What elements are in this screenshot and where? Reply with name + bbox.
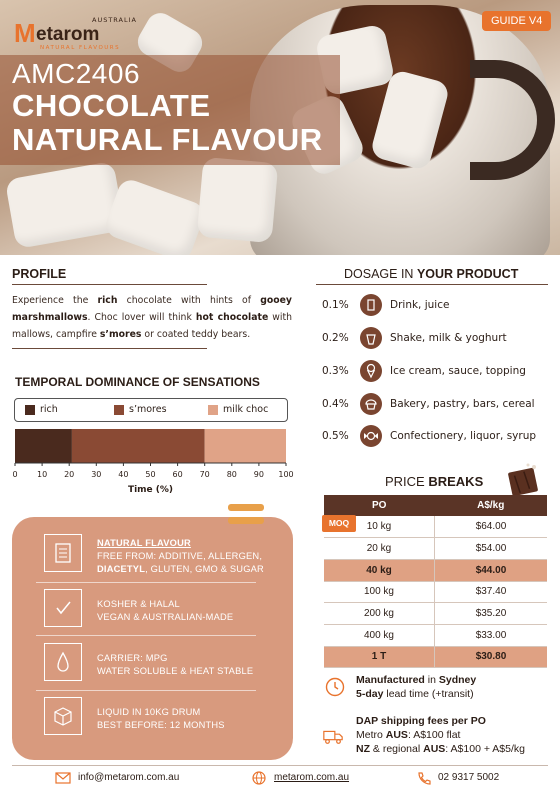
ice-cream-icon (360, 360, 382, 382)
droplet-icon (44, 643, 82, 681)
shipping-metro: Metro AUS: A$100 flat (356, 729, 461, 741)
price-cell: $44.00 (434, 559, 547, 581)
marshmallow (102, 176, 207, 255)
chocolate-bar-icon (504, 462, 542, 498)
dosage-row (318, 294, 550, 318)
x-tick-label: 30 (91, 470, 102, 479)
feature-packaging-line2: BEST BEFORE: 12 MONTHS (97, 720, 225, 730)
feature-kosher-line2: VEGAN & AUSTRALIAN-MADE (97, 612, 234, 622)
logo-country: AUSTRALIA (92, 16, 137, 24)
dosage-row (318, 393, 550, 417)
logo-m: M (14, 18, 36, 48)
feature-natural-title: NATURAL FLAVOUR (97, 538, 191, 548)
x-tick-label: 80 (226, 470, 237, 479)
profile-heading: PROFILE (12, 267, 67, 281)
dosage-heading: DOSAGE IN YOUR PRODUCT (344, 267, 519, 281)
marshmallow (197, 157, 279, 243)
product-name-line1: CHOCOLATE (12, 88, 211, 123)
legend-label-rich: rich (40, 404, 58, 415)
x-tick-label: 20 (64, 470, 75, 479)
shipping-info (356, 714, 525, 756)
feature-carrier-line1: CARRIER: MPG (97, 653, 168, 663)
dosage-rule (316, 284, 548, 285)
cupcake-icon (360, 393, 382, 415)
shipping-regional: NZ & regional AUS: A$100 + A$5/kg (356, 743, 525, 755)
guide-version-badge: GUIDE V4 (482, 11, 551, 31)
feature-natural (97, 537, 264, 576)
feature-carrier-line2: WATER SOLUBLE & HEAT STABLE (97, 666, 254, 676)
profile-text: Experience the rich chocolate with hints of gooey marshmallows. Choc lover will think hot chocolate with mallows, campfire s’mores or coated teddy bears. (12, 295, 293, 340)
x-tick-label: 70 (199, 470, 210, 479)
legend-swatch-rich (25, 405, 35, 415)
table-row (324, 581, 547, 603)
footer-phone-link[interactable]: 02 9317 5002 (438, 772, 500, 783)
price-cell: $35.20 (434, 603, 547, 625)
manufacture-info (356, 673, 476, 701)
card-divider (36, 582, 256, 583)
footer-divider (12, 765, 548, 766)
price-cell: $30.80 (434, 646, 547, 668)
dosage-label: Shake, milk & yoghurt (390, 332, 507, 344)
x-tick-label: 10 (37, 470, 48, 479)
moq-badge: MOQ (322, 515, 356, 532)
tds-segment-rich (15, 429, 72, 463)
dosage-label: Bakery, pastry, bars, cereal (390, 398, 535, 410)
x-axis-label: Time (%) (127, 485, 174, 495)
tds-legend (14, 398, 288, 422)
price-cell: $64.00 (434, 516, 547, 538)
legend-swatch-smores (114, 405, 124, 415)
po-cell: 100 kg (324, 581, 434, 603)
feature-natural-line2: DIACETYL, GLUTEN, GMO & SUGAR (97, 564, 264, 574)
po-cell: 20 kg (324, 538, 434, 560)
table-row (324, 646, 547, 668)
tds-chart (0, 425, 300, 495)
tds-segment-smores (72, 429, 205, 463)
feature-carrier (97, 652, 253, 678)
feature-kosher (97, 598, 233, 624)
footer-website-link[interactable]: metarom.com.au (274, 772, 350, 783)
card-divider (36, 635, 256, 636)
dosage-percent: 0.3% (322, 365, 349, 377)
profile-rule-top (12, 284, 207, 285)
x-tick-label: 90 (253, 470, 264, 479)
po-cell: 400 kg (324, 624, 434, 646)
table-row (324, 624, 547, 646)
col-price: A$/kg (434, 495, 547, 516)
logo-word: etarom (36, 24, 100, 45)
dosage-label: Drink, juice (390, 299, 450, 311)
envelope-icon (55, 771, 71, 785)
legend-label-milk-choc: milk choc (223, 404, 269, 415)
price-cell: $37.40 (434, 581, 547, 603)
feature-natural-line1: FREE FROM: ADDITIVE, ALLERGEN, (97, 551, 263, 561)
x-tick-label: 100 (278, 470, 294, 479)
truck-icon (322, 725, 344, 747)
dosage-percent: 0.1% (322, 299, 349, 311)
price-table (324, 495, 547, 668)
phone-icon (416, 771, 432, 785)
x-tick-label: 0 (12, 470, 18, 479)
dosage-row (318, 327, 550, 351)
logo-tagline: NATURAL FLAVOURS (40, 45, 121, 51)
checkmark-icon (44, 589, 82, 627)
tds-heading: TEMPORAL DOMINANCE OF SENSATIONS (15, 375, 260, 389)
shipping-title: DAP shipping fees per PO (356, 715, 486, 727)
dosage-label: Ice cream, sauce, topping (390, 365, 526, 377)
col-po: PO (324, 495, 434, 516)
dosage-row (318, 425, 550, 449)
price-cell: $54.00 (434, 538, 547, 560)
product-code: AMC2406 (12, 58, 141, 89)
manufacture-line2: 5-day lead time (+transit) (356, 688, 474, 700)
milkshake-icon (360, 327, 382, 349)
x-tick-label: 60 (172, 470, 183, 479)
feature-packaging (97, 706, 225, 732)
po-cell: 10 kg (324, 516, 434, 538)
dosage-percent: 0.5% (322, 430, 349, 442)
table-row (324, 559, 547, 581)
brand-logo (14, 12, 137, 51)
manufacture-line1: Manufactured in Sydney (356, 674, 477, 686)
globe-icon (251, 771, 267, 785)
x-tick-label: 50 (145, 470, 156, 479)
table-row (324, 516, 547, 538)
profile-rule-bottom (12, 348, 207, 349)
price-table-header (324, 495, 547, 516)
legend-swatch-milk-choc (208, 405, 218, 415)
candy-icon (360, 425, 382, 447)
po-cell: 1 T (324, 646, 434, 668)
product-name-line2: NATURAL FLAVOUR (12, 122, 323, 157)
dosage-label: Confectionery, liquor, syrup (390, 430, 537, 442)
table-row (324, 538, 547, 560)
price-heading: PRICE BREAKS (385, 474, 484, 489)
footer-email-link[interactable]: info@metarom.com.au (78, 772, 180, 783)
marshmallow (5, 161, 125, 249)
box-icon (44, 697, 82, 735)
po-cell: 200 kg (324, 603, 434, 625)
tds-segment-milkchoc (205, 429, 286, 463)
tds-chart-svg (0, 425, 300, 495)
price-cell: $33.00 (434, 624, 547, 646)
clock-icon (324, 676, 346, 698)
card-divider (36, 690, 256, 691)
dosage-percent: 0.2% (322, 332, 349, 344)
x-tick-label: 40 (118, 470, 129, 479)
po-cell: 40 kg (324, 559, 434, 581)
dosage-row (318, 360, 550, 384)
feature-kosher-line1: KOSHER & HALAL (97, 599, 180, 609)
table-row (324, 603, 547, 625)
dosage-percent: 0.4% (322, 398, 349, 410)
feature-packaging-line1: LIQUID IN 10KG DRUM (97, 707, 201, 717)
clipboard-icon (44, 534, 82, 572)
legend-label-smores: s’mores (129, 404, 167, 415)
juice-icon (360, 294, 382, 316)
cookie-sandwich-icon (226, 502, 266, 528)
